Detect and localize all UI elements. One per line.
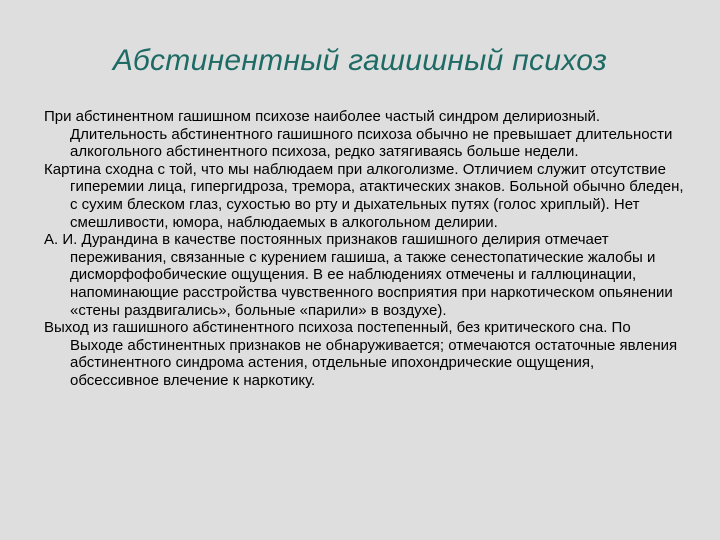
paragraph-3: А. И. Дурандина в качестве постоянных признаков гашишного делирия отмечает переживания, связанные с курением гашиша, а также сенестопатические жалобы и дисморфофобические ощущения. В ее наблюдениях отмечены и галлюцинации, напоминающие расстройства чувственного восприятия при наркотическом опьянении «стены раздвигались», больные «парили» в воздухе). [44, 231, 673, 319]
paragraph-1: При абстинентном гашишном психозе наиболее частый синдром делириозный. Длительность абстинентного гашишного психоза обычно не превышает длительности алкогольного абстинентного психоза, редко затягиваясь больше недели. [44, 108, 673, 161]
paragraph-4: Выход из гашишного абстинентного психоза постепенный, без критического сна. По Выходе абстинентных признаков не обнаруживается; отмечаются остаточные явления абстинентного синдрома астения, отдельные ипохондрические ощущения, обсессивное влечение к наркотику. [44, 319, 678, 389]
paragraph-2: Картина сходна с той, что мы наблюдаем при алкоголизме. Отличием служит отсутствие гиперемии лица, гипергидроза, тремора, атактических знаков. Больной обычно бледен, с сухим блеском глаз, сухостью во рту и дыхательных путях (голос хриплый). Нет смешливости, юмора, наблюдаемых в алкогольном делирии. [44, 160, 684, 231]
slide-body [44, 108, 684, 390]
slide-title: Абстинентный гашишный психоз [112, 44, 608, 77]
